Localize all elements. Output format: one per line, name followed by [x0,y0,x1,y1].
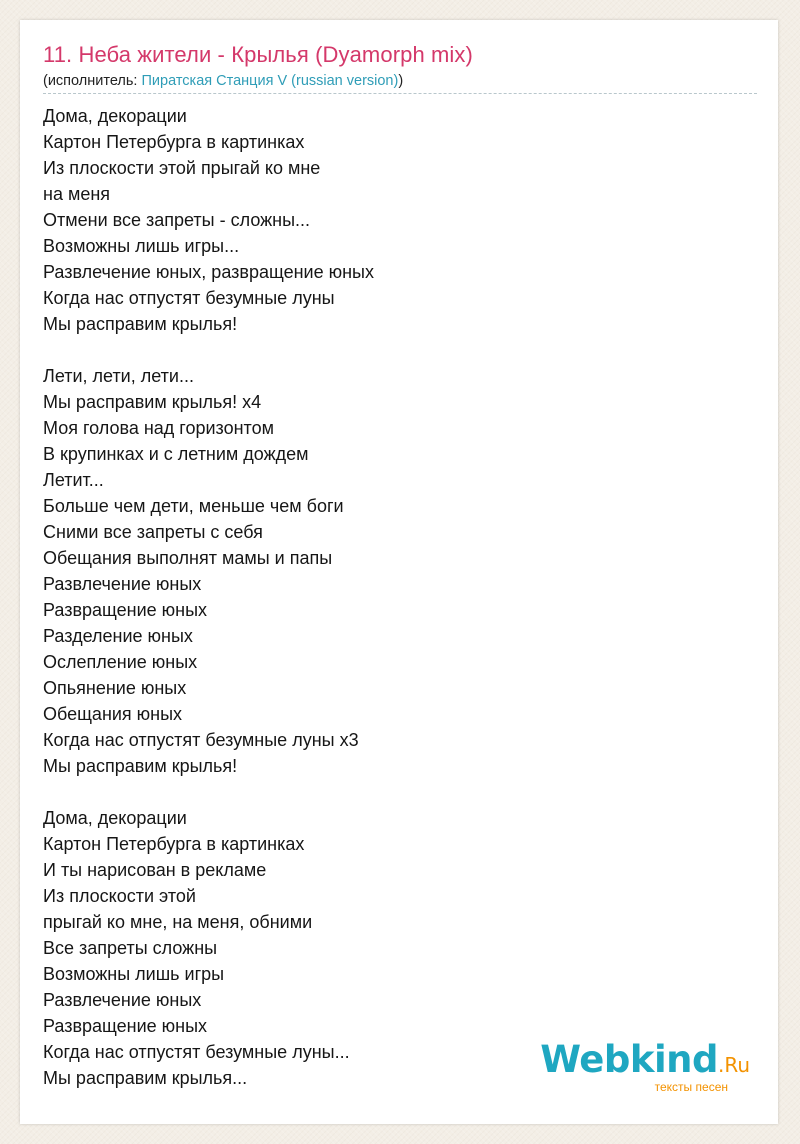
song-title: 11. Неба жители - Крылья (Dyamorph mix) [43,42,473,67]
lyric-line: прыгай ко мне, на меня, обними [43,912,313,932]
lyric-line: Летит... [43,470,104,490]
brand-tagline: тексты песен [654,1080,728,1094]
artist-suffix: ) [398,73,404,89]
lyric-line: Обещания юных [43,704,183,724]
lyric-line: Возможны лишь игры [43,964,225,984]
lyric-line: Моя голова над горизонтом [43,418,274,438]
artist-line [43,73,403,89]
artist-link[interactable]: Пиратская Станция V (russian version) [141,73,399,89]
lyrics-sheet [20,20,778,1124]
lyric-line: Развращение юных [43,1016,208,1036]
lyric-line: Мы расправим крылья! [43,756,238,776]
lyric-line: Картон Петербурга в картинках [43,834,305,854]
site-logo[interactable] [540,1038,750,1094]
lyric-line: Когда нас отпустят безумные луны [43,288,335,308]
lyric-line: Картон Петербурга в картинках [43,132,305,152]
lyric-line: Мы расправим крылья... [43,1068,248,1088]
lyric-line: Сними все запреты с себя [43,522,263,542]
brand-suffix: .Ru [717,1053,750,1077]
lyric-line: В крупинках и с летним дождем [43,444,309,464]
lyric-line: Мы расправим крылья! [43,314,238,334]
lyric-line: Развлечение юных [43,574,202,594]
lyric-line: Опьянение юных [43,678,187,698]
stanza-break [43,779,743,805]
lyric-line: Дома, декорации [43,106,187,126]
lyric-line: Обещания выполнят мамы и папы [43,548,333,568]
lyric-line: Когда нас отпустят безумные луны... [43,1042,350,1062]
lyric-line: Из плоскости этой [43,886,196,906]
lyric-line: Ослепление юных [43,652,198,672]
lyric-line: Из плоскости этой прыгай ко мне [43,158,321,178]
lyric-line: Лети, лети, лети... [43,366,194,386]
lyric-line: Развлечение юных, развращение юных [43,262,374,282]
lyric-line: И ты нарисован в рекламе [43,860,267,880]
brand-name: Webkind [540,1038,718,1081]
lyric-line: Все запреты сложны [43,938,218,958]
title-divider [43,93,757,94]
brand-wordmark [540,1038,750,1084]
lyric-line: на меня [43,184,111,204]
artist-prefix: (исполнитель: [43,73,142,89]
lyric-line: Развращение юных [43,600,208,620]
lyric-line: Возможны лишь игры... [43,236,240,256]
lyric-line: Отмени все запреты - сложны... [43,210,311,230]
lyric-line: Развлечение юных [43,990,202,1010]
lyrics-body [43,103,743,1091]
lyric-line: Дома, декорации [43,808,187,828]
lyric-line: Когда нас отпустят безумные луны x3 [43,730,359,750]
lyric-line: Больше чем дети, меньше чем боги [43,496,344,516]
lyric-line: Разделение юных [43,626,193,646]
lyric-line: Мы расправим крылья! x4 [43,392,262,412]
stanza-break [43,337,743,363]
